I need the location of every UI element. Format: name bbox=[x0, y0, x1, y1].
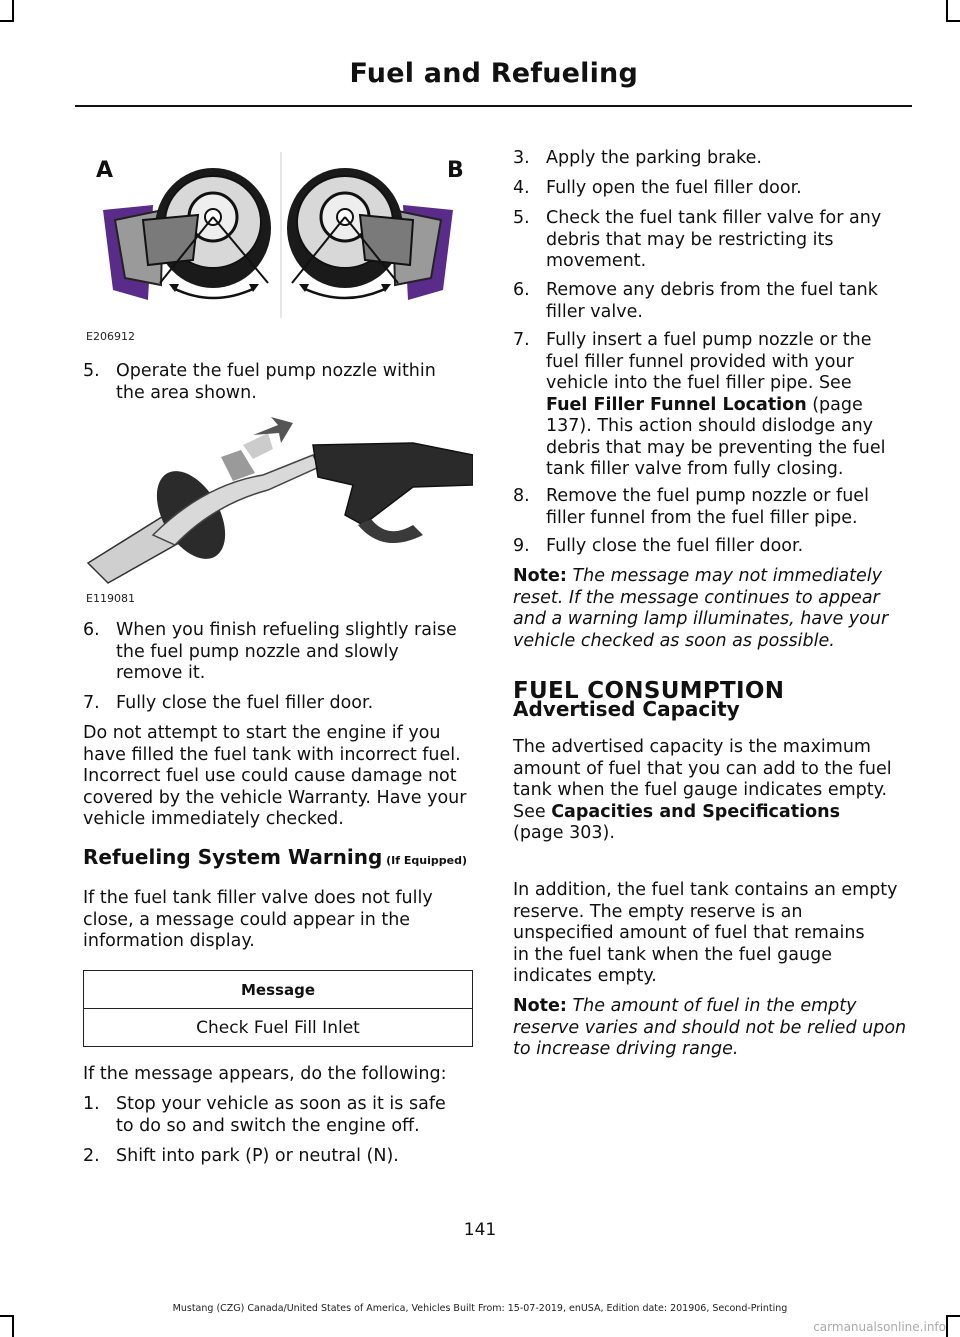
watermark: carmanualsonline.info bbox=[813, 1320, 946, 1334]
figure-label-b: B bbox=[447, 158, 464, 183]
advertised-capacity-paragraph: The advertised capacity is the maximum amount of fuel that you can add to the fuel tank when the fuel gauge indicates empty. See Capacities and Specifications (page 303). bbox=[513, 737, 892, 843]
link-fuel-filler-funnel[interactable]: Fuel Filler Funnel Location bbox=[546, 394, 807, 415]
refueling-warning-heading: Refueling System Warning (If Equipped) bbox=[83, 845, 467, 869]
message-table-cell: Check Fuel Fill Inlet bbox=[84, 1009, 473, 1047]
filler-valve-illustration bbox=[83, 150, 473, 320]
crop-mark bbox=[0, 20, 14, 22]
crop-mark bbox=[946, 1315, 948, 1337]
advertised-capacity-heading: Advertised Capacity bbox=[513, 697, 740, 721]
message-table bbox=[83, 970, 473, 1047]
crop-mark bbox=[946, 0, 948, 22]
footer-text: Mustang (CZG) Canada/United States of America, Vehicles Built From: 15-07-2019, enUSA, Edition date: 201906, Second-Printing bbox=[172, 1303, 788, 1314]
message-table-header: Message bbox=[84, 971, 473, 1009]
incorrect-fuel-paragraph: Do not attempt to start the engine if you have filled the fuel tank with incorrect fuel. Incorrect fuel use could cause damage not covered by the vehicle Warranty. Have your vehicle immediately checked. bbox=[83, 723, 467, 829]
fuel-nozzle-illustration bbox=[83, 415, 473, 585]
crop-mark bbox=[12, 0, 14, 22]
header-rule bbox=[75, 105, 912, 107]
figure-code: E206912 bbox=[86, 330, 135, 343]
crop-mark bbox=[0, 1315, 14, 1317]
figure-filler-valves bbox=[83, 150, 473, 345]
message-appears-paragraph: If the message appears, do the following: bbox=[83, 1064, 447, 1084]
empty-reserve-paragraph: In addition, the fuel tank contains an empty reserve. The empty reserve is an unspecified amount of fuel that remains in the fuel tank when the fuel gauge indicates empty. bbox=[513, 880, 898, 986]
crop-mark bbox=[946, 1315, 960, 1317]
page-number: 141 bbox=[463, 1220, 497, 1240]
figure-code: E119081 bbox=[86, 592, 135, 605]
link-capacities-specifications[interactable]: Capacities and Specifications bbox=[551, 801, 840, 822]
page-title: Fuel and Refueling bbox=[349, 58, 638, 89]
filler-valve-paragraph: If the fuel tank filler valve does not fully close, a message could appear in the information display. bbox=[83, 888, 433, 951]
figure-label-a: A bbox=[96, 158, 114, 183]
figure-fuel-nozzle bbox=[83, 415, 473, 610]
note-empty-reserve: Note: The amount of fuel in the empty reserve varies and should not be relied upon to increase driving range. bbox=[513, 996, 907, 1059]
fuel-consumption-heading: FUEL CONSUMPTION bbox=[513, 678, 785, 704]
crop-mark bbox=[12, 1315, 14, 1337]
note-message-reset: Note: The message may not immediately reset. If the message continues to appear and a warning lamp illuminates, have your vehicle checked as soon as possible. bbox=[513, 566, 889, 651]
crop-mark bbox=[946, 20, 960, 22]
